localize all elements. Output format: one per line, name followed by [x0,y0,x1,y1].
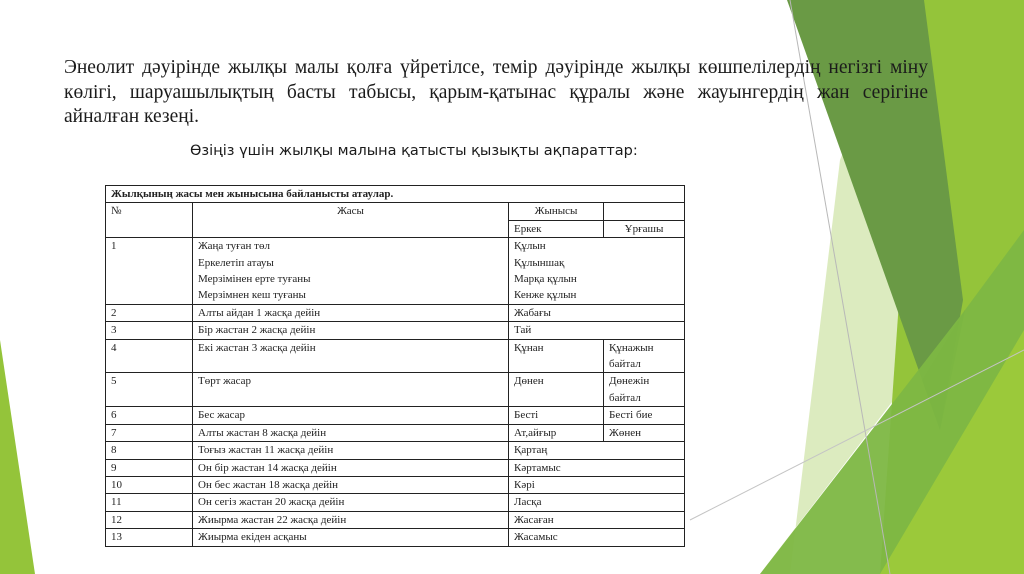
cell-num: 9 [106,459,193,476]
cell-male: Жабағы [509,304,685,321]
cell-age: Бір жастан 2 жасқа дейін [193,322,509,339]
cell-female-line: байтал [609,358,641,371]
cell-num: 7 [106,424,193,441]
header-num: № [106,203,193,238]
table-row [106,529,685,546]
cell-age: Екі жастан 3 жасқа дейін [193,339,509,373]
cell-male: Тай [509,322,685,339]
header-sex-empty [604,203,685,220]
cell-age: Бес жасар [193,407,509,424]
cell-female: Жөнен [604,424,685,441]
cell-female [604,339,685,373]
cell-num: 8 [106,442,193,459]
cell-age: Он сегіз жастан 20 жасқа дейін [193,494,509,511]
cell-female [604,373,685,407]
cell-num: 4 [106,339,193,373]
header-sex: Жынысы [509,203,604,220]
cell-female: Бесті бие [604,407,685,424]
cell-age-line: Мерзімнен кеш туғаны [198,289,306,302]
cell-age: Алты жастан 8 жасқа дейін [193,424,509,441]
table-row [106,424,685,441]
table-caption-row [106,186,685,203]
cell-male [509,238,685,305]
cell-age: Тоғыз жастан 11 жасқа дейін [193,442,509,459]
cell-male-line: Құлыншақ [514,256,565,269]
cell-num: 3 [106,322,193,339]
cell-age-line: Жаңа туған төл [198,240,270,253]
cell-male: Ласқа [509,494,685,511]
cell-age: Он бес жастан 18 жасқа дейін [193,476,509,493]
table-caption: Жылқының жасы мен жынысына байланысты атаулар. [106,186,685,203]
cell-age-line: Еркелетіп атауы [198,256,274,269]
cell-male-line: Кенже құлын [514,289,577,302]
cell-num: 1 [106,238,193,305]
cell-male: Жасамыс [509,529,685,546]
cell-num: 10 [106,476,193,493]
cell-male: Жасаған [509,511,685,528]
cell-num: 12 [106,511,193,528]
intro-paragraph: Энеолит дәуірінде жылқы малы қолға үйретілсе, темір дәуірінде жылқы көшпелілердің негізгі міну көлігі, шаруашылықтың басты табысы, қарым-қатынас құралы және жауынгердің жан серігіне айналған кезеңі. [64,57,928,127]
table-row [106,373,685,407]
table-row [106,494,685,511]
cell-age [193,238,509,305]
cell-age: Жиырма екіден асқаны [193,529,509,546]
slide-subtitle: Өзіңіз үшін жылқы малына қатысты қызықты ақпараттар: [190,143,638,159]
cell-male: Дөнен [509,373,604,407]
cell-num: 13 [106,529,193,546]
header-male: Еркек [509,220,604,237]
header-age: Жасы [193,203,509,238]
cell-age: Алты айдан 1 жасқа дейін [193,304,509,321]
table-row [106,442,685,459]
cell-male: Қартаң [509,442,685,459]
cell-age: Төрт жасар [193,373,509,407]
header-female: Ұрғашы [604,220,685,237]
cell-age: Жиырма жастан 22 жасқа дейін [193,511,509,528]
cell-female-line: Құнажын [609,341,654,354]
cell-num: 2 [106,304,193,321]
cell-num: 11 [106,494,193,511]
table-row [106,238,685,305]
left-green-triangle [0,340,35,574]
cell-male-line: Марқа құлын [514,273,577,286]
cell-male: Кәртамыс [509,459,685,476]
table-row [106,407,685,424]
table-row [106,322,685,339]
table-row [106,459,685,476]
horse-age-names-table [105,185,685,547]
cell-age: Он бір жастан 14 жасқа дейін [193,459,509,476]
table-row [106,304,685,321]
cell-female-line: Дөнежін [609,375,650,388]
cell-num: 6 [106,407,193,424]
table-row [106,339,685,373]
table-row [106,476,685,493]
cell-male-line: Құлын [514,240,546,253]
cell-age-line: Мерзімінен ерте туғаны [198,273,311,286]
cell-male: Бесті [509,407,604,424]
cell-male: Ат,айғыр [509,424,604,441]
table-header-row [106,203,685,220]
cell-num: 5 [106,373,193,407]
table-row [106,511,685,528]
cell-male: Кәрі [509,476,685,493]
cell-female-line: байтал [609,391,641,404]
cell-male: Құнан [509,339,604,373]
